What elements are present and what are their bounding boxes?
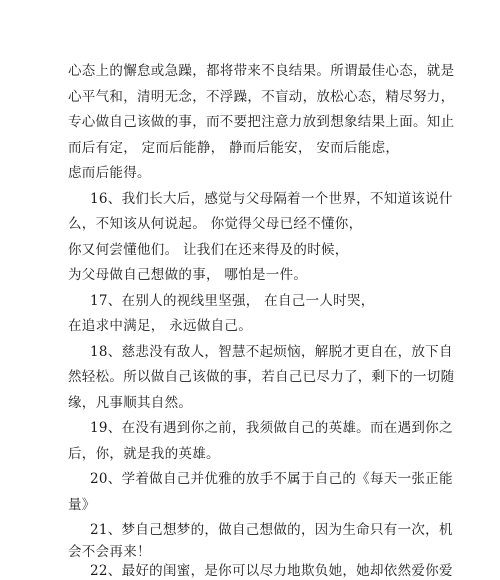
text-line: 会不会再来！ xyxy=(68,544,151,560)
text-line: 然轻松。所以做自己该做的事，若自己已尽力了，剩下的一切随 xyxy=(68,369,455,385)
paragraph-16-line: 16、我们长大后，感觉与父母隔着一个世界，不知道该说什 xyxy=(90,191,453,207)
text-line: 缘，凡事顺其自然。 xyxy=(68,395,193,411)
text-line: 虑而后能得。 xyxy=(68,165,151,181)
paragraph-22-line: 22、最好的闺蜜，是你可以尽力地欺负她，她却依然爱你爱 xyxy=(90,563,453,579)
text-line: 你又何尝懂他们。 让我们在还来得及的时候， xyxy=(68,242,349,258)
paragraph-17-line: 17、在别人的视线里坚强， 在自己一人时哭， xyxy=(90,293,375,309)
paragraph-21-line: 21、梦自己想梦的，做自己想做的，因为生命只有一次，机 xyxy=(90,522,453,538)
text-line: 么，不知该从何说起。 你觉得父母已经不懂你， xyxy=(68,216,363,232)
text-line: 为父母做自己想做的事， 哪怕是一件。 xyxy=(68,267,308,283)
paragraph-19-line: 19、在没有遇到你之前，我须做自己的英雄。而在遇到你之 xyxy=(90,420,453,436)
text-line: 而后有定， 定而后能静， 静而后能安， 安而后能虑， xyxy=(68,140,400,156)
text-line: 后，你，就是我的英雄。 xyxy=(68,446,220,462)
text-line: 专心做自己该做的事，而不要把注意力放到想象结果上面。知止 xyxy=(68,114,455,130)
text-line: 量》 xyxy=(68,497,96,513)
text-line: 在追求中满足， 永远做自己。 xyxy=(68,318,252,334)
paragraph-18-line: 18、慈悲没有敌人，智慧不起烦恼，解脱才更自在，放下自 xyxy=(90,344,453,360)
text-line: 心态上的懈怠或急躁，都将带来不良结果。所谓最佳心态，就是 xyxy=(68,63,455,79)
text-line: 心平气和，清明无念，不浮躁，不盲动，放松心态，精尽努力， xyxy=(68,89,455,105)
paragraph-20-line: 20、学着做自己并优雅的放手不属于自己的《每天一张正能 xyxy=(90,471,453,487)
